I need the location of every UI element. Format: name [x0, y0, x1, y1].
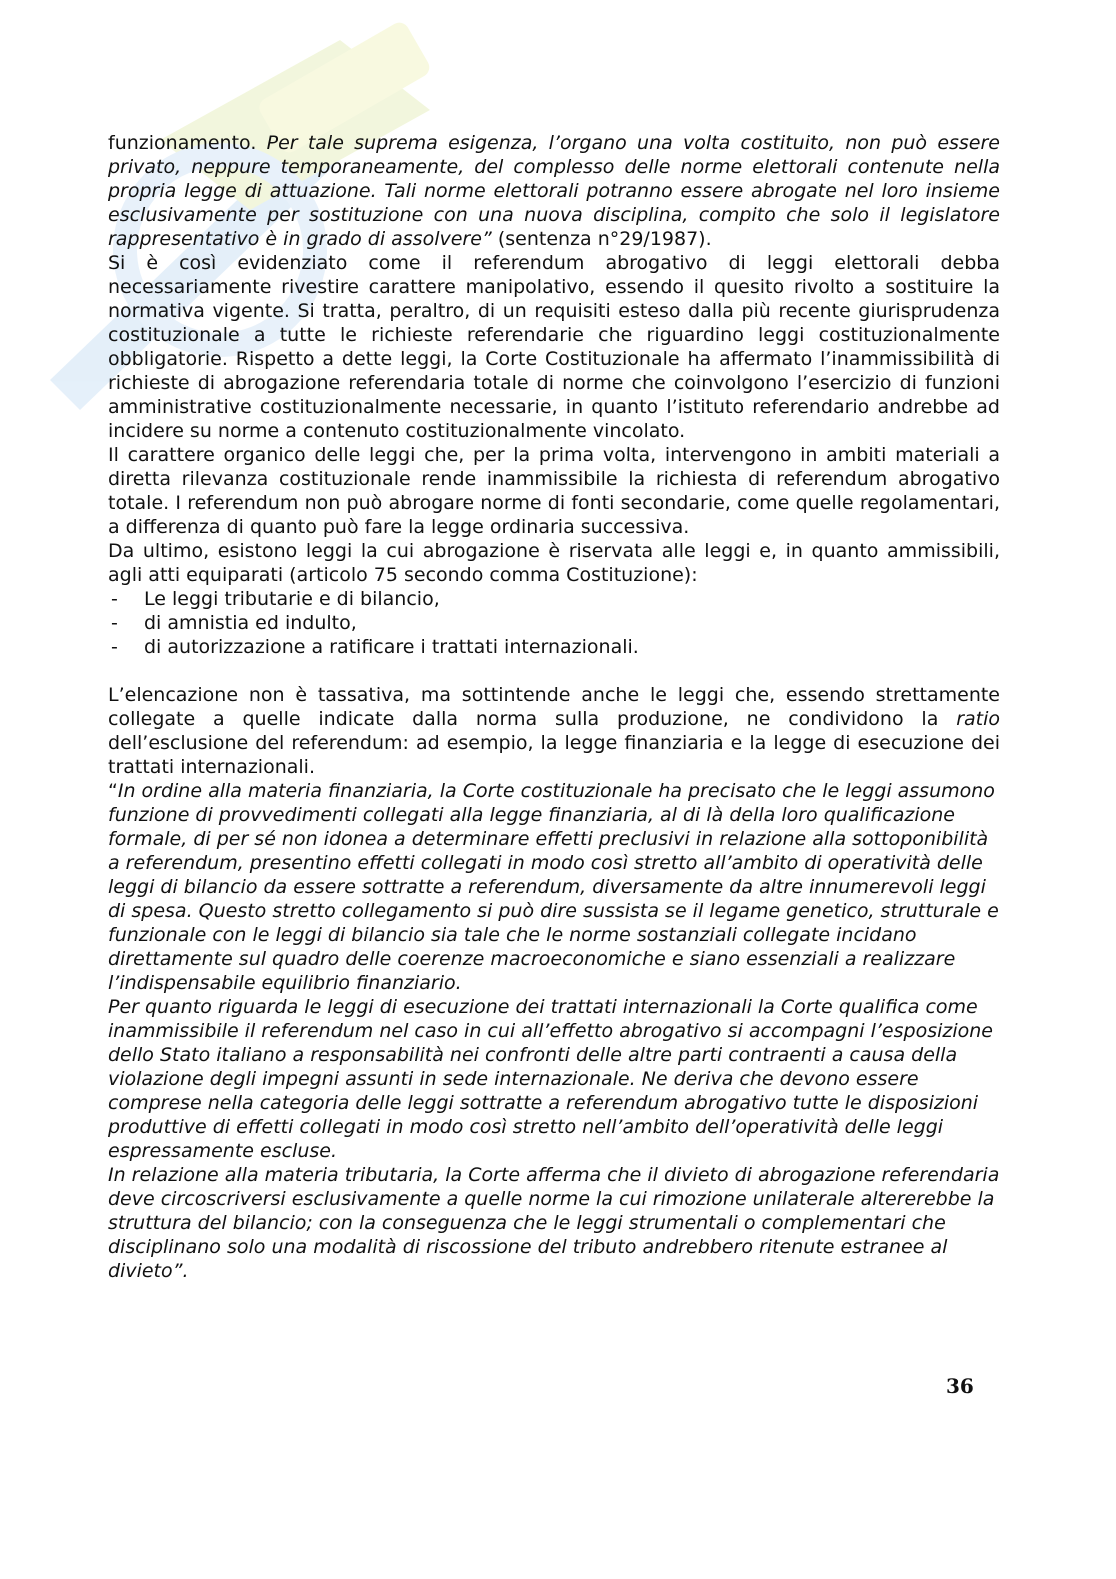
spacer: [108, 659, 1000, 683]
elencazione-text-end: dell’esclusione del referendum: ad esempio, la legge finanziaria e la legge di esecuzione dei trattati internazionali.: [108, 732, 1000, 778]
page-content: [108, 131, 1000, 1283]
intro-tail: (sentenza n°29/1987).: [491, 228, 712, 250]
quote-materia-tributaria: In relazione alla materia tributaria, la Corte afferma che il divieto di abrogazione referendaria deve circoscriversi esclusivamente a quelle norme la cui rimozione unilaterale altererebbe la struttura del bilancio; con la conseguenza che le leggi strumentali o complementari che disciplinano solo una modalità di riscossione del tributo andrebbero ritenute estranee al divieto”.: [108, 1164, 1000, 1282]
list-item-text: di amnistia ed indulto,: [144, 612, 357, 634]
quote-trattati-internazionali: Per quanto riguarda le leggi di esecuzione dei trattati internazionali la Corte qualifica come inammissibile il referendum nel caso in cui all’effetto abrogativo si accompagni l’esposizione dello Stato italiano a responsabilità nei confronti delle altre parti contraenti a causa della violazione degli impegni assunti in sede internazionale. Ne deriva che devono essere comprese nella categoria delle leggi sottratte a referendum abrogativo tutte le disposizioni produttive di effetti collegati in modo così stretto nell’ambito dell’operatività delle leggi espressamente escluse.: [108, 996, 993, 1162]
excluded-laws-list: [108, 587, 1000, 659]
page-number: 36: [946, 1374, 974, 1398]
intro-lead: funzionamento.: [108, 132, 257, 154]
paragraph-intro: [108, 131, 1000, 251]
paragraph-elencazione: [108, 683, 1000, 779]
paragraph-carattere-organico: Il carattere organico delle leggi che, per la prima volta, intervengono in ambiti materiali a diretta rilevanza costituzionale rende inammissibile la richiesta di referendum abrogativo totale. I referendum non può abrogare norme di fonti secondarie, come quelle regolamentari, a differenza di quanto può fare la legge ordinaria successiva.: [108, 444, 1000, 538]
list-item-text: di autorizzazione a ratificare i trattati internazionali.: [144, 636, 639, 658]
list-item: [108, 587, 1000, 611]
dash-bullet: -: [111, 612, 118, 634]
ratio-term: ratio: [956, 708, 1000, 730]
elencazione-text: L’elencazione non è tassativa, ma sottintende anche le leggi che, essendo strettamente collegate a quelle indicate dalla norma sulla produzione, ne condividono la: [108, 684, 1000, 730]
open-quote-mark: “: [108, 780, 118, 802]
quote-materia-finanziaria: [108, 779, 1000, 995]
paragraph-referendum-elettorale: Si è così evidenziato come il referendum abrogativo di leggi elettorali debba necessariamente rivestire carattere manipolativo, essendo il quesito rivolto a sostituire la normativa vigente. Si tratta, peraltro, di un requisiti esteso dalla più recente giurisprudenza costituzionale a tutte le richieste referendarie che riguardino leggi costituzionalmente obbligatorie. Rispetto a dette leggi, la Corte Costituzionale ha affermato l’inammissibilità di richieste di abrogazione referendaria totale di norme che coinvolgono l’esercizio di funzioni amministrative costituzionalmente necessarie, in quanto l’istituto referendario andrebbe ad incidere su norme a contenuto costituzionalmente vincolato.: [108, 252, 1000, 442]
list-item-text: Le leggi tributarie e di bilancio,: [144, 588, 440, 610]
paragraph-da-ultimo: Da ultimo, esistono leggi la cui abrogazione è riservata alle leggi e, in quanto ammissibili, agli atti equiparati (articolo 75 secondo comma Costituzione):: [108, 540, 1000, 586]
dash-bullet: -: [111, 636, 118, 658]
dash-bullet: -: [111, 588, 118, 610]
quote-finanziaria-text: In ordine alla materia finanziaria, la Corte costituzionale ha precisato che le leggi assumono funzione di provvedimenti collegati alla legge finanziaria, al di là della loro qualificazione formale, di per sé non idonea a determinare effetti preclusivi in relazione alla sottoponibilità a referendum, presentino effetti collegati in modo così stretto all’ambito di operatività delle leggi di bilancio da essere sottratte a referendum, diversamente da altre innumerevoli leggi di spesa. Questo stretto collegamento si può dire sussista se il legame genetico, strutturale e funzionale con le leggi di bilancio sia tale che le norme sostanziali collegate incidano direttamente sul quadro delle coerenze macroeconomiche e siano essenziali a realizzare l’indispensabile equilibrio finanziario.: [108, 780, 999, 994]
list-item: [108, 611, 1000, 635]
intro-quote: Per tale suprema esigenza, l’organo una volta costituito, non può essere privato, neppure temporaneamente, del complesso delle norme elettorali contenute nella propria legge di attuazione. Tali norme elettorali potranno essere abrogate nel loro insieme esclusivamente per sostituzione con una nuova disciplina, compito che solo il legislatore rappresentativo è in grado di assolvere”: [108, 132, 1000, 250]
list-item: [108, 635, 1000, 659]
